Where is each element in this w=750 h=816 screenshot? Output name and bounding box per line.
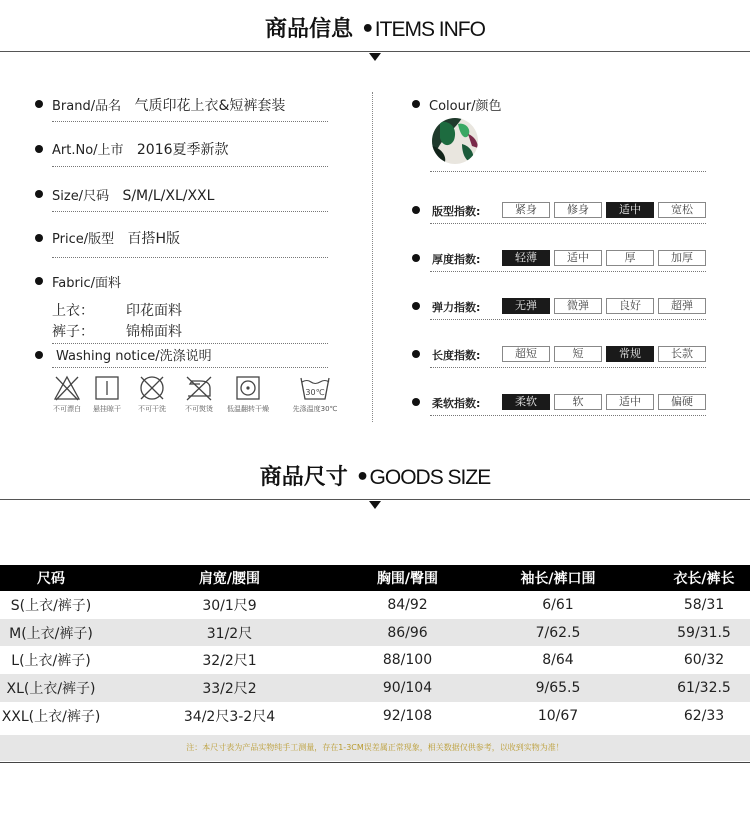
table-cell: 30/1尺9 (202, 597, 257, 614)
index-option: 适中 (554, 250, 602, 266)
size-row (52, 185, 214, 204)
size-note: 注：本尺寸表为产品实物纯手工测量，存在1-3CM误差属正常现象，相关数据仅供参考，以收到实物为准！ (0, 735, 750, 761)
caret-down-icon (369, 501, 381, 509)
header-divider (0, 51, 750, 52)
no-iron-icon (184, 374, 214, 402)
divider (52, 211, 328, 212)
table-cell: L(上衣/裤子) (11, 653, 91, 670)
col-header: 尺码 (0, 565, 102, 591)
divider (430, 367, 706, 368)
index-option: 超短 (502, 346, 550, 362)
table-cell: 86/96 (357, 619, 458, 647)
index-option: 轻薄 (502, 250, 550, 266)
table-row (0, 702, 750, 730)
bullet-icon (35, 100, 43, 108)
table-cell: 9/65.5 (458, 674, 658, 702)
table-row (0, 591, 750, 619)
index-label: 长度指数: (432, 349, 481, 362)
fabric-top-value: 印花面料 (126, 303, 182, 319)
divider (52, 121, 328, 122)
artno-value: 2016夏季新款 (136, 142, 229, 158)
index-label: 弹力指数: (432, 301, 481, 314)
table-row (0, 674, 750, 702)
fabric-bottom-value: 锦棉面料 (126, 324, 182, 340)
index-option: 无弹 (502, 298, 550, 314)
bullet-icon (412, 398, 420, 406)
index-option: 厚 (606, 250, 654, 266)
index-label: 柔软指数: (432, 397, 481, 410)
size-label: Size/尺码 (52, 189, 110, 204)
table-cell: 60/32 (683, 652, 725, 669)
index-option: 加厚 (658, 250, 706, 266)
brand-value: 气质印花上衣&短裤套装 (134, 98, 286, 114)
divider (430, 415, 706, 416)
divider (52, 367, 328, 368)
fabric-label: Fabric/面料 (52, 276, 121, 291)
svg-text:30℃: 30℃ (305, 388, 325, 397)
index-option: 超弹 (658, 298, 706, 314)
size-table-header (0, 565, 750, 591)
brand-row (52, 95, 285, 115)
items-info-title-en: ITEMS INFO (374, 18, 485, 41)
no-bleach-icon (53, 374, 81, 402)
size-value: S/M/L/XL/XXL (122, 188, 215, 204)
table-cell: XL(上衣/裤子) (0, 674, 102, 702)
table-cell: 62/33 (683, 707, 725, 724)
col-header: 袖长/裤口围 (458, 565, 658, 591)
table-cell: 32/2尺1 (202, 653, 257, 670)
index-option: 柔软 (502, 394, 550, 410)
index-option: 常规 (606, 346, 654, 362)
care-hang-dry: 悬挂晾干 (89, 374, 125, 414)
index-option: 适中 (606, 394, 654, 410)
bullet-icon (35, 190, 43, 198)
colour-label: Colour/颜色 (429, 99, 502, 114)
index-option: 宽松 (658, 202, 706, 218)
brand-label: Brand/品名 (52, 99, 122, 114)
index-option: 偏硬 (658, 394, 706, 410)
items-info-title-cn: 商品信息 (265, 17, 354, 42)
index-option: 微弹 (554, 298, 602, 314)
hang-dry-icon (93, 374, 121, 402)
index-label: 版型指数: (432, 205, 481, 218)
table-cell: 34/2尺3-2尺4 (183, 708, 276, 725)
table-cell: 84/92 (387, 596, 428, 613)
price-value: 百搭H版 (127, 231, 180, 247)
fabric-top (52, 300, 182, 320)
table-cell: 31/2尺 (102, 619, 357, 647)
divider (430, 271, 706, 272)
col-header: 衣长/裤长 (658, 565, 750, 591)
fabric-bottom-label: 裤子： (52, 324, 94, 340)
table-cell: 8/64 (542, 652, 574, 669)
table-cell: 59/31.5 (658, 619, 750, 647)
care-low-tumble-dry: 低温翻转干燥 (223, 374, 273, 414)
table-row (0, 646, 750, 674)
table-cell: 58/31 (683, 596, 725, 613)
table-cell: 6/61 (542, 596, 574, 613)
caret-down-icon (369, 53, 381, 61)
index-label: 厚度指数: (432, 253, 481, 266)
bullet-icon (35, 351, 43, 359)
header-divider (0, 499, 750, 500)
bullet-icon (412, 206, 420, 214)
colour-row (429, 95, 502, 114)
title-dot: • (355, 465, 370, 490)
fabric-bottom (52, 321, 182, 341)
index-option: 良好 (606, 298, 654, 314)
care-no-iron: 不可熨烫 (181, 374, 217, 414)
washing-row (56, 345, 212, 364)
wash-30-icon (299, 374, 331, 402)
bullet-icon (412, 302, 420, 310)
goods-size-title-en: GOODS SIZE (369, 466, 491, 489)
table-cell: 88/100 (382, 652, 433, 669)
divider (52, 343, 328, 344)
index-option: 长款 (658, 346, 706, 362)
no-dry-clean-icon (138, 374, 166, 402)
bullet-icon (412, 100, 420, 108)
divider (52, 257, 328, 258)
divider (430, 223, 706, 224)
care-no-bleach: 不可漂白 (49, 374, 85, 414)
title-dot: • (360, 17, 375, 42)
table-row (0, 619, 750, 647)
size-table (0, 565, 750, 729)
goods-size-title (0, 460, 750, 491)
artno-label: Art.No/上市 (52, 143, 124, 158)
low-tumble-dry-icon (234, 374, 262, 402)
price-row (52, 228, 180, 248)
care-no-dry-clean: 不可干洗 (134, 374, 170, 414)
table-cell: M(上衣/裤子) (0, 619, 102, 647)
divider (52, 166, 328, 167)
price-label: Price/版型 (52, 232, 115, 247)
items-info-title (0, 12, 750, 43)
fabric-top-label: 上衣： (52, 303, 94, 319)
col-header: 肩宽/腰围 (102, 565, 357, 591)
divider (430, 319, 706, 320)
col-header: 胸围/臀围 (357, 565, 458, 591)
table-cell: 33/2尺2 (102, 674, 357, 702)
fabric-row (52, 272, 121, 291)
table-cell: 7/62.5 (458, 619, 658, 647)
divider (430, 171, 706, 172)
bottom-divider (0, 762, 750, 763)
goods-size-title-cn: 商品尺寸 (259, 465, 348, 490)
index-option: 短 (554, 346, 602, 362)
table-cell: 90/104 (357, 674, 458, 702)
colour-swatch-image (432, 118, 478, 164)
index-option: 适中 (606, 202, 654, 218)
bullet-icon (35, 277, 43, 285)
artno-row (52, 139, 229, 159)
washing-label: Washing notice/洗涤说明 (56, 349, 212, 364)
table-cell: 92/108 (382, 707, 433, 724)
colour-swatch[interactable] (432, 118, 478, 164)
bullet-icon (412, 254, 420, 262)
bullet-icon (35, 234, 43, 242)
table-cell: XXL(上衣/裤子) (1, 708, 101, 725)
index-option: 紧身 (502, 202, 550, 218)
table-cell: 10/67 (537, 707, 579, 724)
index-option: 软 (554, 394, 602, 410)
table-cell: 61/32.5 (658, 674, 750, 702)
bullet-icon (412, 350, 420, 358)
table-cell: S(上衣/裤子) (10, 597, 92, 614)
column-divider (372, 92, 373, 422)
index-option: 修身 (554, 202, 602, 218)
care-wash-30: 30℃ 先涤温度30℃ (291, 374, 339, 414)
bullet-icon (35, 145, 43, 153)
